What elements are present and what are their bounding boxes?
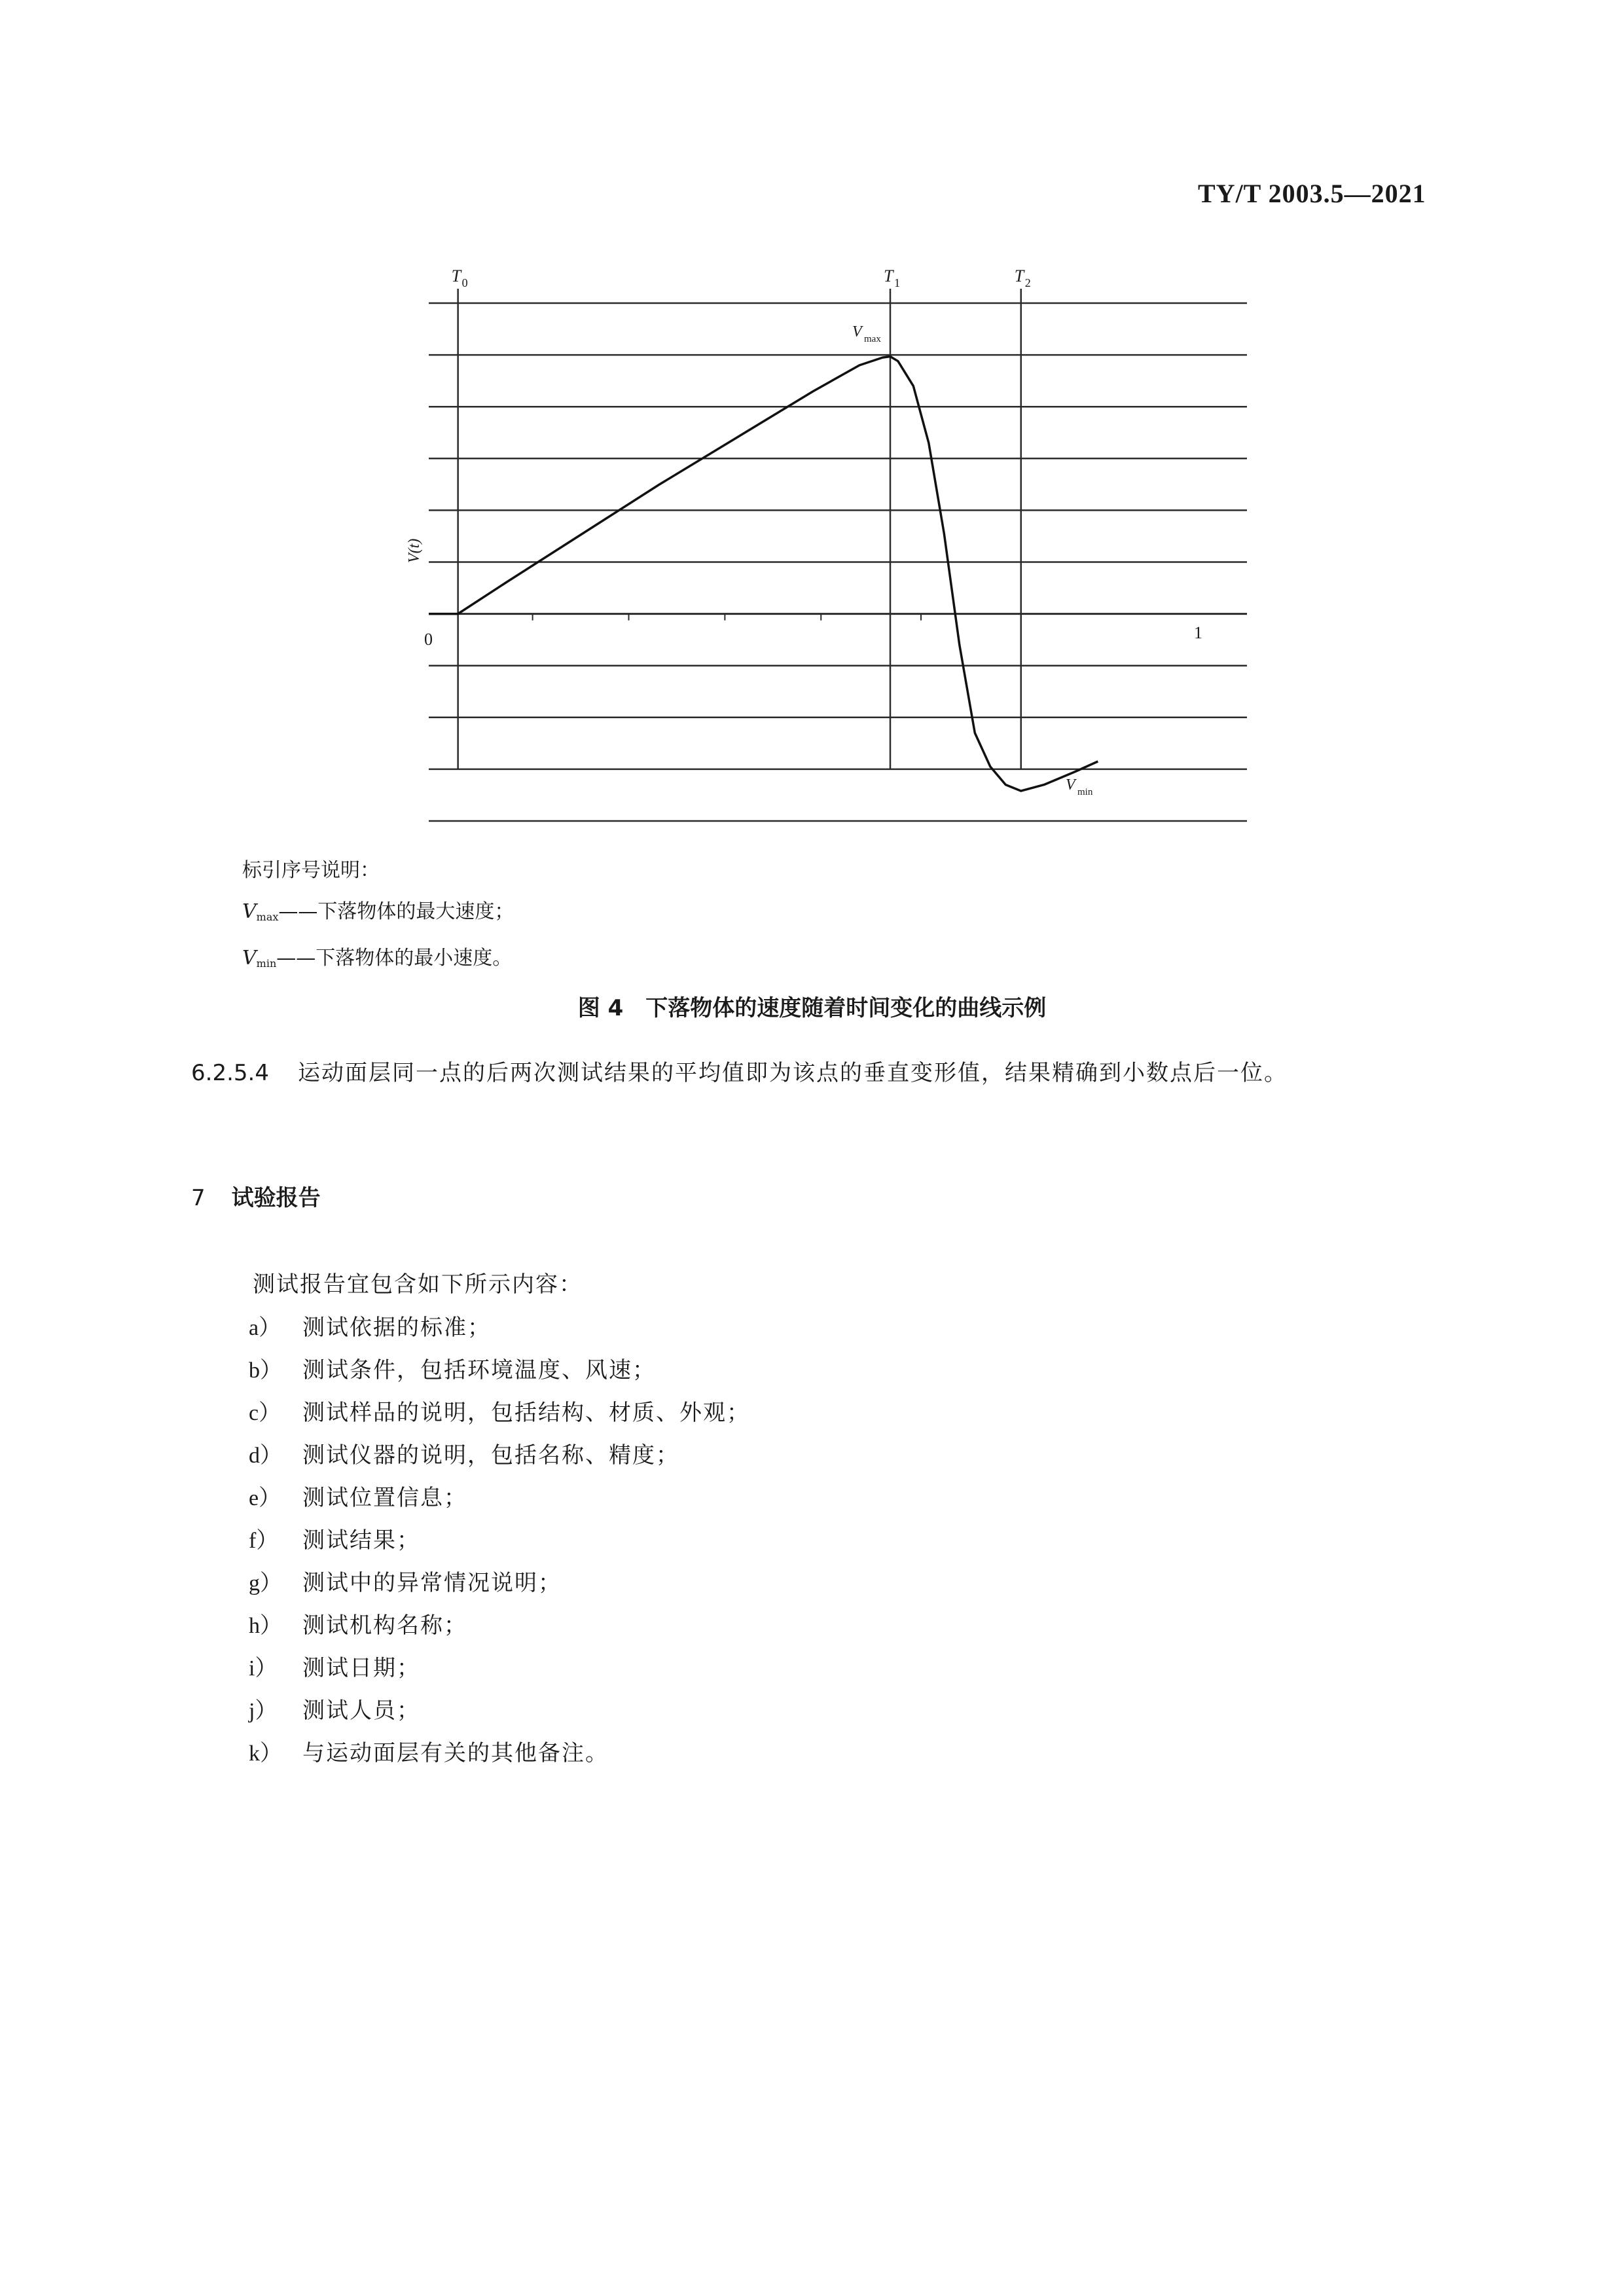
figure-caption-text: 下落物体的速度随着时间变化的曲线示例: [645, 995, 1047, 1021]
list-marker: k）: [249, 1741, 282, 1766]
clause-number: 6.2.5.4: [191, 1060, 269, 1086]
list-item: [249, 1647, 750, 1690]
report-intro: 测试报告宜包含如下所示内容：: [253, 1271, 583, 1298]
legend-symbol-sub: min: [256, 957, 277, 970]
section-7-heading: [191, 1180, 321, 1212]
section-title: 试验报告: [231, 1185, 321, 1211]
list-item: [249, 1477, 750, 1520]
list-text: 测试机构名称；: [302, 1613, 467, 1639]
list-item: [249, 1562, 750, 1605]
y-axis-label: V(t): [406, 538, 423, 563]
origin-label: 0: [424, 630, 433, 649]
clause-text: 运动面层同一点的后两次测试结果的平均值即为该点的垂直变形值，结果精确到小数点后一位。: [297, 1060, 1288, 1086]
legend-item-vmax: [242, 891, 514, 938]
marker-label-sub: 0: [461, 276, 468, 289]
list-marker: d）: [249, 1444, 282, 1468]
list-marker: c）: [249, 1401, 281, 1425]
figure-caption: [0, 990, 1624, 1022]
vmax-label-sub: max: [864, 334, 881, 344]
legend-symbol-sub: max: [256, 911, 279, 923]
figure-caption-number: 图 4: [577, 995, 624, 1021]
list-marker: h）: [249, 1614, 282, 1638]
list-text: 测试中的异常情况说明；: [302, 1570, 562, 1596]
vmin-label: V: [1066, 776, 1075, 793]
marker-label-sub: 2: [1024, 276, 1031, 289]
list-marker: i）: [249, 1656, 278, 1681]
list-item: [249, 1520, 750, 1562]
list-marker: g）: [249, 1571, 282, 1595]
vmax-label: V: [852, 323, 862, 340]
list-marker: j）: [249, 1699, 278, 1723]
list-item: [249, 1392, 750, 1434]
marker-label-sub: 1: [894, 276, 900, 289]
list-text: 测试日期；: [302, 1655, 420, 1681]
list-text: 测试条件，包括环境温度、风速；: [302, 1357, 656, 1383]
marker-label-t2: T: [1014, 266, 1024, 285]
report-content-list: [249, 1307, 750, 1775]
legend-text: ——下落物体的最小速度。: [276, 947, 513, 970]
list-text: 测试位置信息；: [302, 1485, 467, 1511]
list-item: [249, 1732, 750, 1775]
figure-legend: [242, 850, 514, 984]
legend-symbol: V: [242, 900, 257, 923]
section-number: 7: [191, 1185, 206, 1211]
list-text: 与运动面层有关的其他备注。: [302, 1740, 609, 1766]
list-item: [249, 1434, 750, 1477]
list-text: 测试人员；: [302, 1698, 420, 1724]
list-marker: f）: [249, 1529, 279, 1553]
list-text: 测试依据的标准；: [302, 1315, 491, 1341]
legend-title: 标引序号说明：: [242, 859, 380, 882]
list-marker: a）: [249, 1316, 281, 1340]
axis-end-label: 1: [1194, 623, 1202, 642]
legend-symbol: V: [242, 947, 257, 970]
list-text: 测试样品的说明，包括结构、材质、外观；: [302, 1400, 750, 1426]
marker-label-t0: T: [451, 266, 461, 285]
list-item: [249, 1307, 750, 1349]
list-item: [249, 1690, 750, 1732]
marker-label-t1: T: [884, 266, 893, 285]
list-text: 测试仪器的说明，包括名称、精度；: [302, 1442, 679, 1468]
legend-text: ——下落物体的最大速度；: [278, 900, 514, 923]
legend-item-vmin: [242, 938, 514, 984]
figure-4: [0, 0, 1624, 851]
list-text: 测试结果；: [302, 1527, 420, 1554]
list-item: [249, 1349, 750, 1392]
velocity-time-chart: [0, 0, 1624, 851]
list-marker: b）: [249, 1358, 282, 1383]
velocity-curve: [429, 357, 1098, 792]
standard-code: TY/T 2003.5—2021: [1198, 179, 1426, 208]
list-marker: e）: [249, 1486, 281, 1510]
list-item: [249, 1605, 750, 1647]
vmin-label-sub: min: [1077, 787, 1093, 797]
clause-6-2-5-4: [191, 1051, 1451, 1095]
